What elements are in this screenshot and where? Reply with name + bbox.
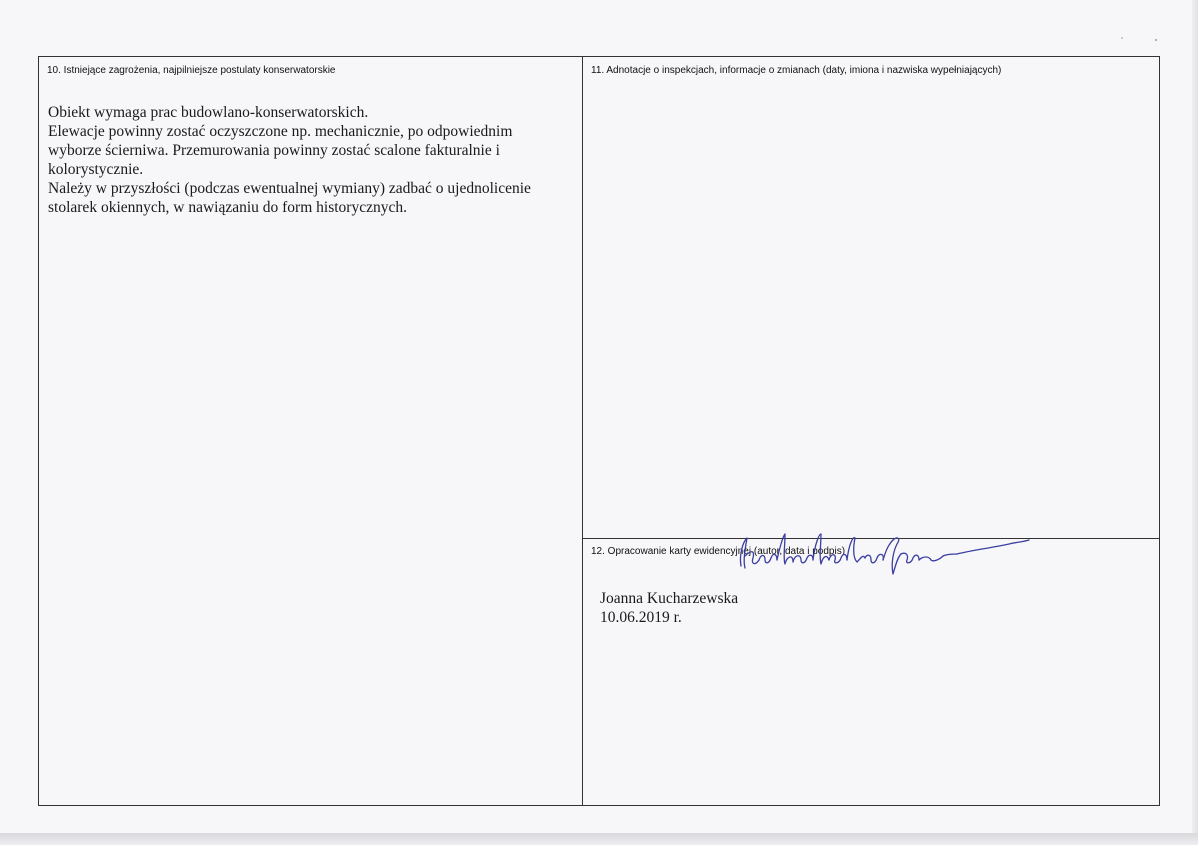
section-10-title: 10. Istniejące zagrożenia, najpilniejsze postulaty konserwatorskie (47, 65, 336, 76)
column-divider (582, 57, 583, 805)
author-block (600, 589, 738, 627)
section-12-title: 12. Opracowanie karty ewidencyjnej (autor, data i podpis) (591, 546, 846, 557)
author-name: Joanna Kucharzewska (600, 590, 739, 607)
paragraph: Należy w przyszłości (podczas ewentualnej wymiany) zadbać o ujednolicenie stolarek okiennych, w nawiązaniu do form historycznych. (48, 180, 531, 216)
scan-edge-bottom (0, 833, 1198, 845)
form-table (38, 56, 1160, 806)
author-date: 10.06.2019 r. (600, 609, 682, 626)
scan-edge-right (1192, 0, 1198, 845)
section-10-content (48, 103, 568, 217)
handwritten-signature-icon (733, 524, 1033, 584)
paper-speck-icon (1110, 30, 1170, 50)
section-11-title: 11. Adnotacje o inspekcjach, informacje o zmianach (daty, imiona i nazwiska wypełniających) (591, 65, 1002, 76)
paragraph: Obiekt wymaga prac budowlano-konserwatorskich. (48, 104, 369, 121)
paragraph: Elewacje powinny zostać oczyszczone np. mechanicznie, po odpowiednim wyborze ścierniwa. Przemurowania powinny zostać scalone fakturalnie i kolorystycznie. (48, 123, 513, 178)
